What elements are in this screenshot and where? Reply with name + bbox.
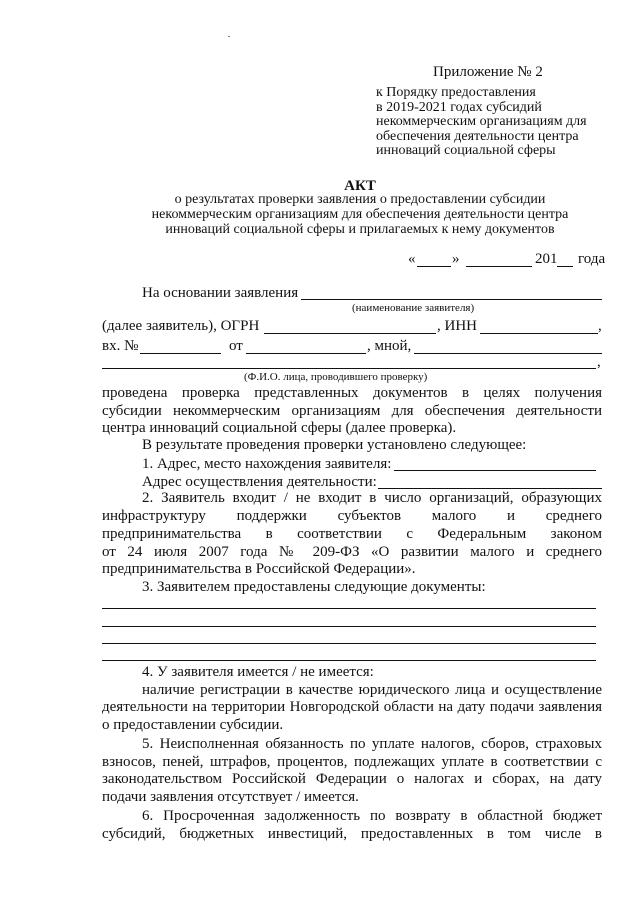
item1-activity-label: Адрес осуществления деятельности: <box>142 474 377 490</box>
item3-label: 3. Заявителем предоставлены следующие документы: <box>142 579 486 595</box>
inn-field[interactable] <box>480 333 598 334</box>
inn-comma: , <box>598 318 602 334</box>
from-date-field[interactable] <box>246 353 366 354</box>
item5-line: взносов, пеней, штрафов, процентов, подлежащих уплате в соответствии с <box>102 754 602 770</box>
appendix-title: Приложение № 2 <box>433 64 543 80</box>
inn-label: , ИНН <box>437 318 477 334</box>
applicant-name-caption: (наименование заявителя) <box>352 302 475 314</box>
date-close-quote: » <box>452 251 460 267</box>
appendix-line: в 2019-2021 годах субсидий <box>376 99 542 115</box>
item2-line: предпринимательства в Российской Федерации». <box>102 561 416 577</box>
result-line: В результате проведения проверки установлено следующее: <box>142 437 527 453</box>
item2-line: инфраструктуру поддержки субъектов малого и среднего <box>102 508 602 524</box>
appendix-line: обеспечения деятельности центра <box>376 128 579 144</box>
date-open-quote: « <box>408 251 416 267</box>
item2-line: от 24 июля 2007 года № 209-ФЗ «О развитии малого и среднего <box>102 544 602 560</box>
intro-line: субсидии некоммерческим организациям для обеспечения деятельности <box>102 402 602 419</box>
in-no-label: вх. № <box>102 338 139 354</box>
act-subtitle <box>0 193 640 237</box>
me-label: , мной, <box>367 338 412 354</box>
applicant-prefix: (далее заявитель), ОГРН <box>102 318 260 334</box>
date-year-prefix: 201 <box>535 251 558 267</box>
documents-line-2[interactable] <box>102 626 596 627</box>
item2-line: предпринимательства в соответствии с Федеральным законом <box>102 526 602 542</box>
act-title: АКТ <box>344 178 376 194</box>
documents-line-3[interactable] <box>102 643 596 644</box>
person-end-comma: , <box>597 354 601 370</box>
item4-line: деятельности на территории Новгородской области на дату подачи заявления <box>102 699 602 715</box>
item6-line: 6. Просроченная задолженность по возврату в областной бюджет <box>142 808 602 824</box>
documents-line-4[interactable] <box>102 660 596 661</box>
in-no-field[interactable] <box>140 353 221 354</box>
date-day-field[interactable] <box>417 266 451 267</box>
ogrn-field[interactable] <box>264 333 436 334</box>
documents-line-1[interactable] <box>102 608 596 609</box>
date-year-suffix: года <box>578 251 606 267</box>
item1-address-label: 1. Адрес, место нахождения заявителя: <box>142 456 392 472</box>
scan-speck <box>228 36 230 37</box>
item2-line: 2. Заявитель входит / не входит в число организаций, образующих <box>142 490 602 506</box>
act-subtitle-line: некоммерческим организациям для обеспечения деятельности центра <box>151 206 569 222</box>
address-field[interactable] <box>394 470 596 471</box>
item5-line: законодательством Российской Федерации о налогах и сборах, на дату <box>102 771 602 787</box>
from-label: от <box>229 338 243 354</box>
intro-line: центра инноваций социальной сферы (далее проверка). <box>102 420 457 436</box>
basis-label: На основании заявления <box>142 285 299 301</box>
date-month-field[interactable] <box>466 266 532 267</box>
item4-title: 4. У заявителя имеется / не имеется: <box>142 664 374 680</box>
item6-line: субсидий, бюджетных инвестиций, предоставленных в том числе в <box>102 826 602 842</box>
person-caption: (Ф.И.О. лица, проводившего проверку) <box>244 371 428 383</box>
date-year-field[interactable] <box>557 266 573 267</box>
appendix-line: инноваций социальной сферы <box>376 143 556 158</box>
act-subtitle-line: инноваций социальной сферы и прилагаемых к нему документов <box>165 221 555 237</box>
appendix-line: некоммерческим организациям для <box>376 114 587 129</box>
item4-line: о предоставлении субсидии. <box>102 717 284 733</box>
act-subtitle-line: о результатах проверки заявления о предоставлении субсидии <box>174 192 546 207</box>
person-field-1[interactable] <box>414 353 602 354</box>
appendix-line: к Порядку предоставления <box>376 85 536 100</box>
intro-line: проведена проверка представленных документов в целях получения <box>102 385 602 401</box>
item5-line: подачи заявления отсутствует / имеется. <box>102 789 359 805</box>
applicant-name-field[interactable] <box>301 299 602 300</box>
activity-address-field[interactable] <box>378 488 602 489</box>
item4-line: наличие регистрации в качестве юридического лица и осуществление <box>142 682 602 698</box>
item5-line: 5. Неисполненная обязанность по уплате налогов, сборов, страховых <box>142 736 602 752</box>
appendix-lines <box>376 86 587 159</box>
person-field-2[interactable] <box>102 368 596 369</box>
